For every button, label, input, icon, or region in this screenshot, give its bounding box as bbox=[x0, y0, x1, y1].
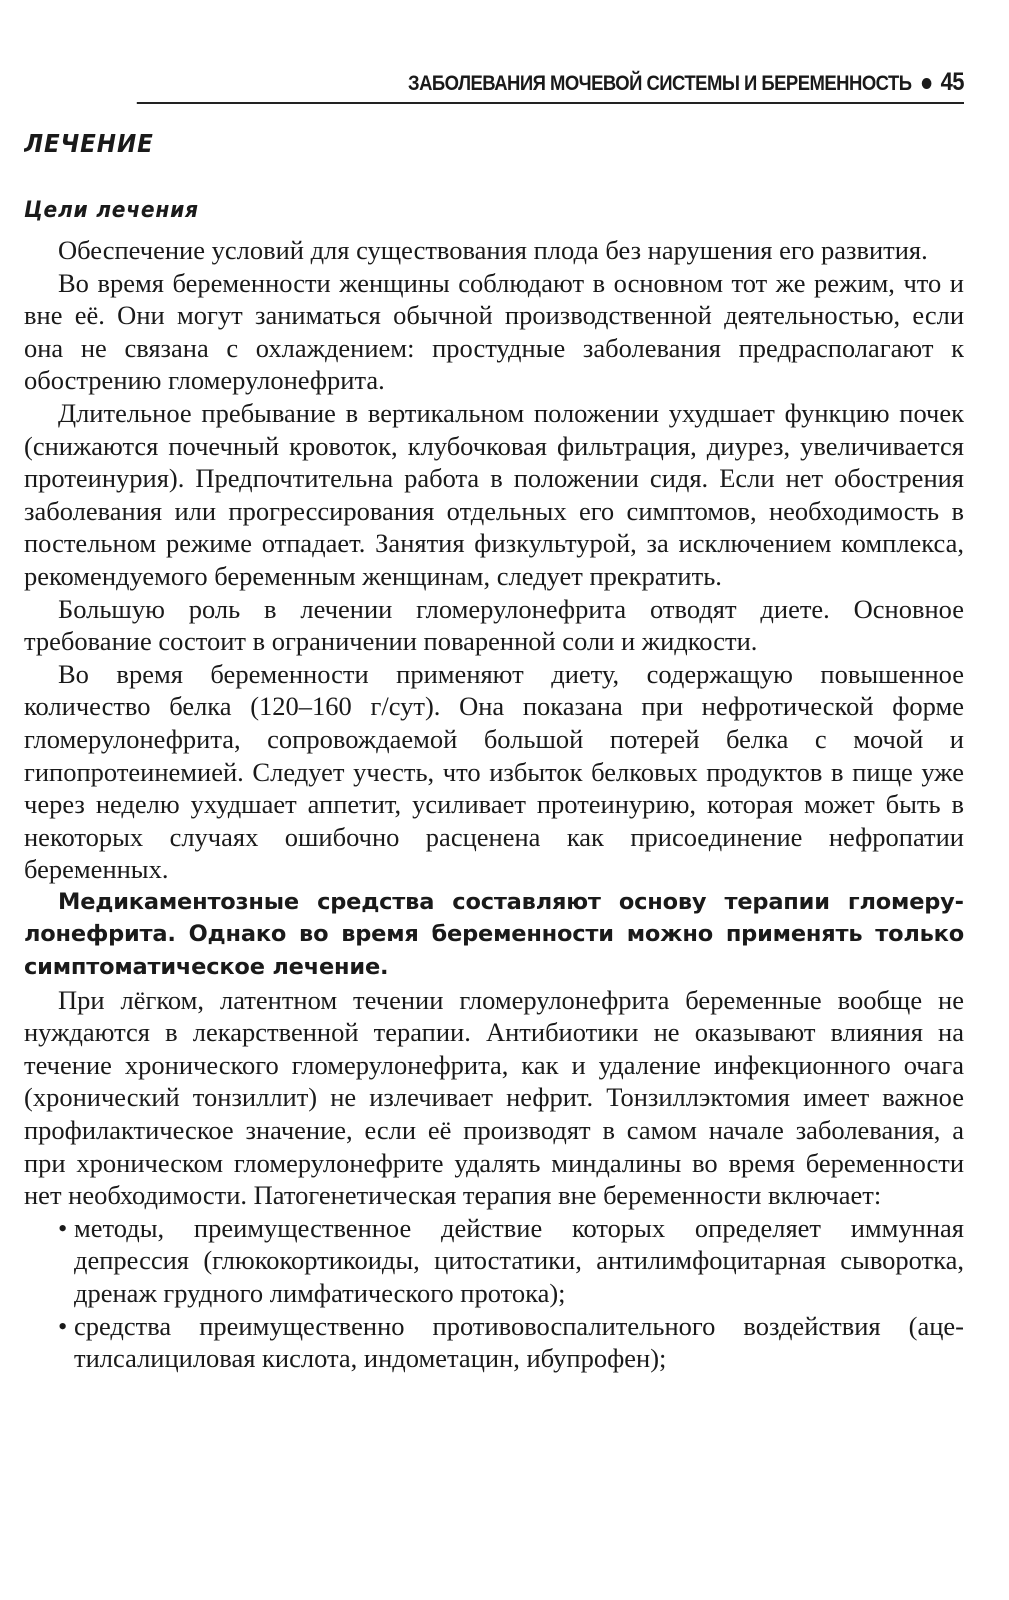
book-page bbox=[24, 62, 964, 1582]
bullet-list bbox=[24, 1212, 964, 1375]
paragraph: Длительное пребывание в вертикальном положении ухудшает функцию почек (снижаются почечный кровоток, клубочковая фильтрация, диурез, увеличивается протеинурия). Предпочтительна работа в положении сидя. Если нет обострения заболевания или прогрессирования отдельных его симптомов, необходимость в постельном режиме отпадает. Занятия физкультурой, за исключением комплекса, рекомендуемого беременным женщинам, следует прекратить. bbox=[24, 397, 964, 591]
paragraph: Большую роль в лечении гломерулонефрита отводят диете. Основное требование состоит в ограничении поваренной соли и жидкости. bbox=[24, 593, 964, 657]
paragraph: При лёгком, латентном течении гломерулонефрита беременные вообще не нуждаются в лекарственной терапии. Антибиотики не оказывают влияния на течение хронического гломерулонефрита, как и удаление инфекционного очага (хронический тонзиллит) не излечивает нефрит. Тонзиллэктомия имеет важное профилактическое значение, если её производят в самом начале заболевания, а при хроническом гломерулонефрите удалять миндалины во время беременности нет необходимости. Патогенетическая терапия вне беременности включает: bbox=[24, 984, 964, 1211]
running-head bbox=[137, 62, 964, 104]
body-text bbox=[24, 234, 964, 1375]
bullet-separator-icon bbox=[922, 78, 932, 89]
list-item: • средства преимущественно противовоспалительного воздействия (ацетилсалициловая кислота, индометацин, ибупрофен); bbox=[58, 1310, 964, 1375]
paragraph: Обеспечение условий для существования плода без нарушения его развития. bbox=[58, 235, 928, 265]
list-item: • методы, преимущественное действие которых определяет иммунная депрессия (глюкокортикоиды, цитостатики, антилимфоцитарная сыворотка, дренаж грудного лимфатического протока); bbox=[58, 1212, 964, 1310]
bold-paragraph: Медикаментозные средства составляют основу терапии гломерулонефрита. Однако во время беременности можно применять только симптоматическое лечение. bbox=[24, 888, 964, 981]
paragraph: Во время беременности применяют диету, содержащую повышенное количество белка (120–160 г/сут). Она показана при нефротической форме гломерулонефрита, сопровождаемой большой потерей белка с мочой и гипопротеинемией. Следует учесть, что избыток белковых продуктов в пище уже через неделю ухудшает аппетит, усиливает протеинурию, которая может быть в некоторых случаях ошибочно расценена как присоединение нефропатии беременных. bbox=[24, 658, 964, 885]
section-title: ЛЕЧЕНИЕ bbox=[24, 129, 154, 158]
running-title: ЗАБОЛЕВАНИЯ МОЧЕВОЙ СИСТЕМЫ И БЕРЕМЕННОСТЬ bbox=[408, 72, 912, 95]
paragraph: Во время беременности женщины соблюдают в основном тот же режим, что и вне её. Они могут заниматься обычной производственной деятельностью, если она не связана с охлаждением: простудные заболевания предрасполагают к обострению гломерулонефрита. bbox=[24, 267, 964, 396]
page-number: 45 bbox=[940, 68, 964, 96]
subsection-title: Цели лечения bbox=[24, 198, 199, 223]
